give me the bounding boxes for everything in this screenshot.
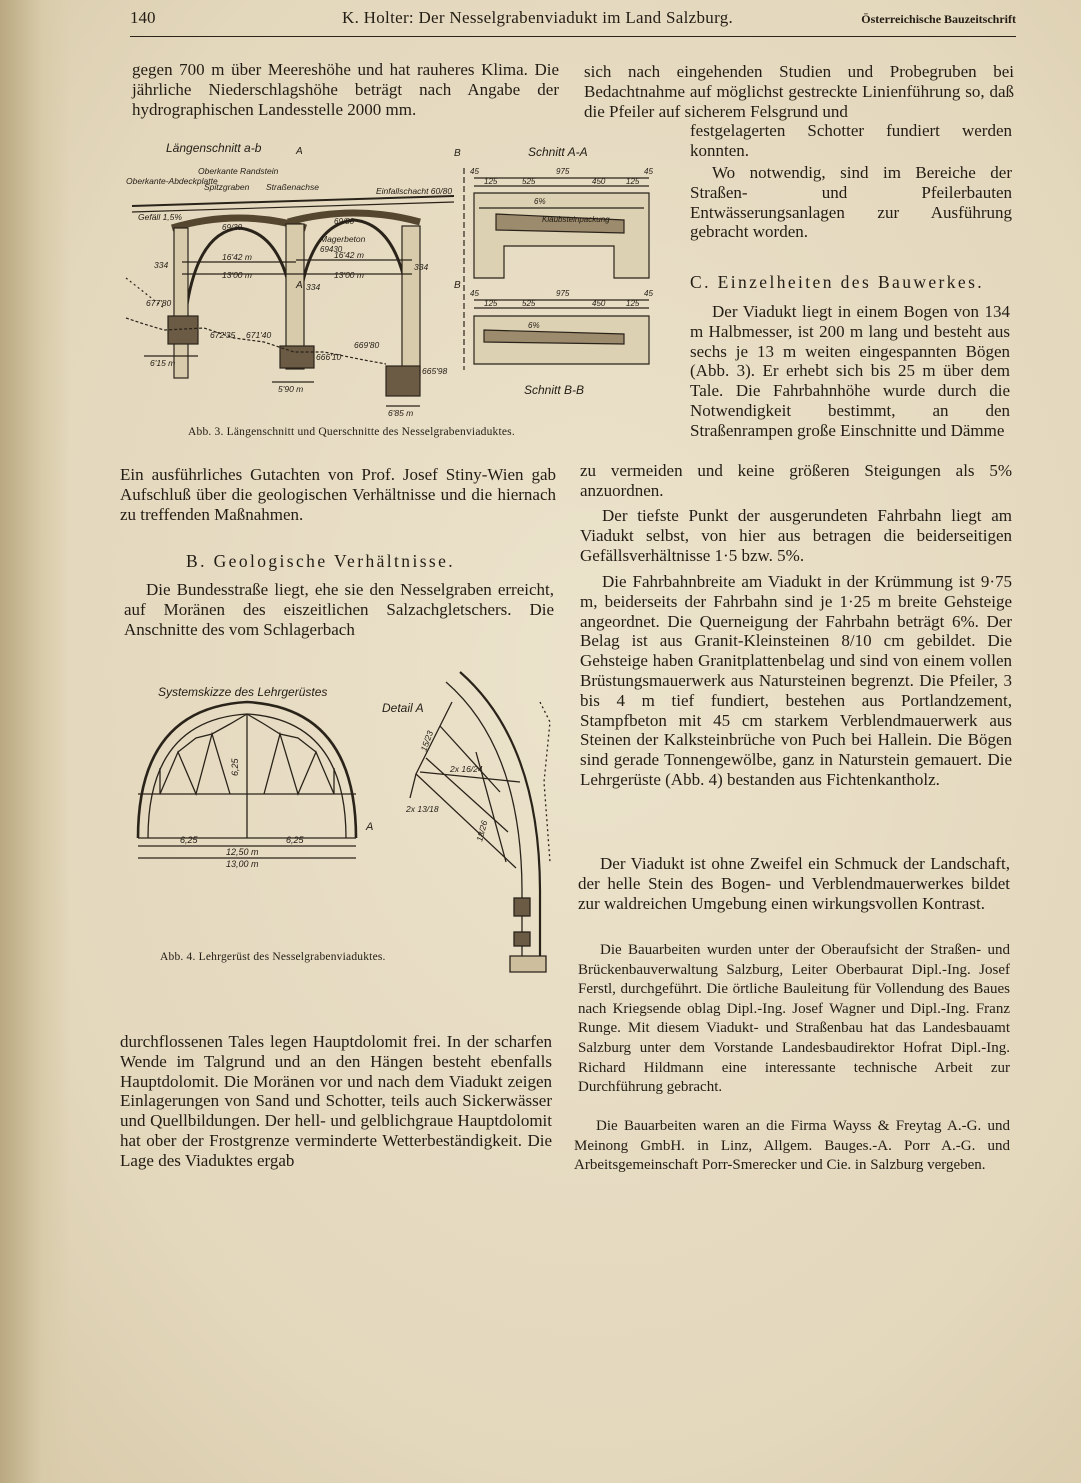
label-schnitt-bb: Schnitt B-B — [524, 383, 585, 397]
schmuck-paragraph: Der Viadukt ist ohne Zweifel ein Schmuck der Landschaft, der helle Stein des Bogen- und Verblendmauerwerkes bildet zur waldreichen Umgebung einen wirkungsvollen Kontrast. — [578, 854, 1010, 913]
label-dim-2x13-18: 2x 13/18 — [406, 804, 439, 814]
label-span-1642-b: 16'42 m — [334, 250, 364, 260]
label-staerke-6930: 69/30 — [222, 223, 243, 232]
label-mass-685: 6'85 m — [388, 408, 414, 418]
figure-4-drawing — [120, 662, 560, 1034]
figure-4-caption: Abb. 4. Lehrgerüst des Nesselgrabenviaduktes. — [160, 951, 386, 963]
label-dim-125-aa: 125 — [484, 177, 498, 186]
label-gefaelle: Gefäll 1,5% — [138, 212, 182, 222]
running-head — [130, 8, 1016, 32]
label-left-625: 6,25 — [180, 835, 198, 845]
label-dim-450-aa: 450 — [592, 177, 606, 186]
label-mark-b-mid: B — [454, 280, 461, 291]
label-schnitt-aa: Schnitt A-A — [528, 145, 588, 159]
label-oberkante-randstein: Oberkante Randstein — [198, 166, 279, 176]
label-dim-525-aa: 525 — [522, 177, 536, 186]
label-klaubstein: Klaubsteinpackung — [542, 215, 610, 224]
header-rule — [130, 36, 1016, 37]
label-dim-975-bb: 975 — [556, 289, 570, 298]
label-systemskizze: Systemskizze des Lehrgerüstes — [158, 685, 328, 699]
page-number: 140 — [130, 8, 156, 27]
label-height-625: 6,25 — [230, 758, 240, 776]
top-paragraph-part2: festgelagerten Schotter fundiert werden konnten. — [690, 121, 1012, 160]
label-dim-450-bb: 450 — [592, 299, 606, 308]
label-kote-66598: 665'98 — [422, 366, 448, 376]
label-magerbeton: Magerbeton — [320, 234, 366, 244]
label-mark-b-top: B — [454, 148, 461, 159]
bauarbeiten-paragraph-1: Die Bauarbeiten wurden unter der Oberaufsicht der Straßen- und Brückenbauverwaltung Salzburg, Leiter Oberbaurat Dipl.-Ing. Josef Ferstl, durchgeführt. Die örtliche Bauleitung für Vollendung des Baues nach Kriegsende oblag Dipl.-Ing. Josef Wagner und Dipl.-Ing. Franz Runge. Mit diesem Viadukt- und Straßenbau hat das Landesbauamt Salzburg unter dem Vorstande Landesbaudirektor Hofrat Dipl.-Ing. Richard Hildmann eine interessante technische Arbeit zur Durchführung gebracht. — [578, 942, 1010, 1096]
label-dim-6pct-aa: 6% — [534, 197, 546, 206]
label-dim-2x16-24: 2x 16/24 — [450, 764, 483, 774]
tiefste-punkt-paragraph: Der tiefste Punkt der ausgerundeten Fahrbahn liegt am Viadukt selbst, von hier aus betragen die beiderseitigen Gefällsverhältnisse 1·5 bzw. 5%. — [580, 506, 1012, 565]
label-dim-6pct-bb: 6% — [528, 321, 540, 330]
viadukt-paragraph-wide: zu vermeiden und keine größeren Steigungen als 5% anzuordnen. — [580, 461, 1012, 500]
label-mark-a-mid: A — [296, 280, 303, 291]
label-dim-975-aa: 975 — [556, 167, 570, 176]
fahrbahnbreite-paragraph: Die Fahrbahnbreite am Viadukt in der Krümmung ist 9·75 m, beiderseits der Fahrbahn sind je 1·25 m breite Gehsteige angeordnet. Die Querneigung der Fahrbahn beträgt 6%. Der Belag ist aus Granit-Kleinsteinen 8/10 cm gebildet. Die Gehsteige haben Granitplattenbelag und sind von einem vollen Brüstungsmauerwerk aus Natursteinen begrenzt. Die Pfeiler, 3 bis 4 m tief fundiert, bestehen aus Portlandzement, Stampfbeton mit 45 cm starkem Verblendmauerwerk aus Steinen der Kalksteinbrüche von Puch bei Hallein. Die Bögen sind gerade Tonnengewölbe, ganz in Naturstein gemauert. Die Lehrgerüste (Abb. 4) bestanden aus Fichtenkantholz. — [580, 572, 1012, 789]
label-kote-67780: 677'80 — [146, 298, 172, 308]
label-334-rechts: 334 — [414, 262, 429, 272]
label-dim-125-bb-r: 125 — [626, 299, 640, 308]
section-b-paragraph: Die Bundesstraße liegt, ehe sie den Nesselgraben erreicht, auf Moränen des eiszeitlichen Salzachgletschers. Die Anschnitte des vom Schlagerbach — [124, 580, 554, 639]
label-dim-45-bb: 45 — [470, 289, 479, 298]
section-c-heading: C. Einzelheiten des Bauwerkes. — [690, 272, 985, 292]
label-right-625: 6,25 — [286, 835, 304, 845]
label-mark-a: A — [366, 821, 374, 833]
label-mass-590: 5'90 m — [278, 384, 304, 394]
label-334-links: 334 — [154, 260, 169, 270]
label-mass-615: 6'15 m — [150, 358, 176, 368]
figure-3-drawing — [124, 138, 664, 422]
label-kote-67235: 672'35 — [210, 330, 236, 340]
label-einfallschacht: Einfallschacht 60/80 — [376, 186, 453, 196]
label-kote-66610: 666'10 — [316, 352, 342, 362]
label-span-1250: 12,50 m — [226, 847, 259, 857]
label-dim-125-aa-r: 125 — [626, 177, 640, 186]
intro-paragraph: gegen 700 m über Meereshöhe und hat rauheres Klima. Die jährliche Niederschlagshöhe beträgt nach Angabe der hydrographischen Landesstelle 2000 mm. — [132, 60, 559, 119]
label-spitzgraben: Spitzgraben — [204, 182, 250, 192]
viadukt-paragraph-narrow: Der Viadukt liegt in einem Bogen von 134 m Halbmesser, ist 200 m lang und besteht aus sechs je 13 m weiten eingespannten Bögen (Abb. 3). Er erhebt sich bis 25 m über dem Tale. Die Fahrbahnhöhe wurde durch die Notwendigkeit bestimmt, an den Straßenrampen große Einschnitte und Dämme — [690, 302, 1010, 440]
continuation-paragraph: durchflossenen Tales legen Hauptdolomit frei. In der scharfen Wende im Talgrund und an den Hängen besteht ebenfalls Hauptdolomit. Die Moränen vor und nach dem Viadukt zeigen Einlagerungen von Sand und Schotter, teils auch Sickerwässer und Quellbildungen. Der hell- und gelblichgraue Hauptdolomit hat ober der Frostgrenze verminderte Wetterbeständigkeit. Die Lage des Viaduktes ergab — [120, 1032, 552, 1170]
label-dim-15-23: 15/23 — [418, 729, 436, 753]
gutachten-paragraph: Ein ausführliches Gutachten von Prof. Josef Stiny-Wien gab Aufschluß über die geologischen Verhältnisse und die hiernach zu treffenden Maßnahmen. — [120, 465, 556, 524]
article-title: K. Holter: Der Nesselgrabenviadukt im Land Salzburg. — [342, 8, 734, 27]
journal-name: Österreichische Bauzeitschrift — [861, 12, 1016, 26]
label-span-1300-a: 13'00 m — [222, 270, 252, 280]
top-paragraph-part1: sich nach eingehenden Studien und Probegruben bei Bedachtnahme auf möglichst gestreckte Linienführung so, daß die Pfeiler auf sicherem Felsgrund und — [584, 62, 1014, 121]
wo-notwendig-paragraph: Wo notwendig, sind im Bereiche der Straßen- und Pfeilerbauten Entwässerungsanlagen zur Ausführung gebracht worden. — [690, 163, 1012, 242]
label-strassenachse: Straßenachse — [266, 182, 319, 192]
figure-3-caption: Abb. 3. Längenschnitt und Querschnitte des Nesselgrabenviaduktes. — [188, 426, 515, 438]
label-span-1300: 13,00 m — [226, 859, 259, 869]
label-334-mitte: 334 — [306, 282, 321, 292]
label-span-1300-b: 13'00 m — [334, 270, 364, 280]
label-staerke-6430: 69430 — [320, 245, 343, 254]
label-dim-45-aa: 45 — [470, 167, 479, 176]
label-dim-125-bb: 125 — [484, 299, 498, 308]
label-dim-45-aa-r: 45 — [644, 167, 653, 176]
label-dim-45-bb-r: 45 — [644, 289, 653, 298]
label-span-1642-a: 16'42 m — [222, 252, 252, 262]
label-dim-525-bb: 525 — [522, 299, 536, 308]
label-detail-a: Detail A — [382, 701, 424, 715]
label-laengenschnitt: Längenschnitt a-b — [166, 141, 262, 155]
label-mark-a-top: A — [296, 146, 303, 157]
label-dim-18-26: 18/26 — [474, 819, 490, 843]
label-oberkante-abdeckplatte: Oberkante-Abdeckplatte — [126, 176, 218, 186]
bauarbeiten-paragraph-2: Die Bauarbeiten waren an die Firma Wayss & Freytag A.-G. und Meinong GmbH. in Linz, Allgem. Bauges.-A. Porr A.-G. und Arbeitsgemeinschaft Porr-Smerecker und Cie. in Salzburg vergeben. — [574, 1118, 1010, 1174]
label-kote-66980: 669'80 — [354, 340, 380, 350]
label-kote-67140: 671'40 — [246, 330, 272, 340]
book-spine-shadow — [0, 0, 70, 1483]
section-b-heading: B. Geologische Verhältnisse. — [186, 551, 456, 571]
label-staerke-6980: 69/80 — [334, 217, 355, 226]
